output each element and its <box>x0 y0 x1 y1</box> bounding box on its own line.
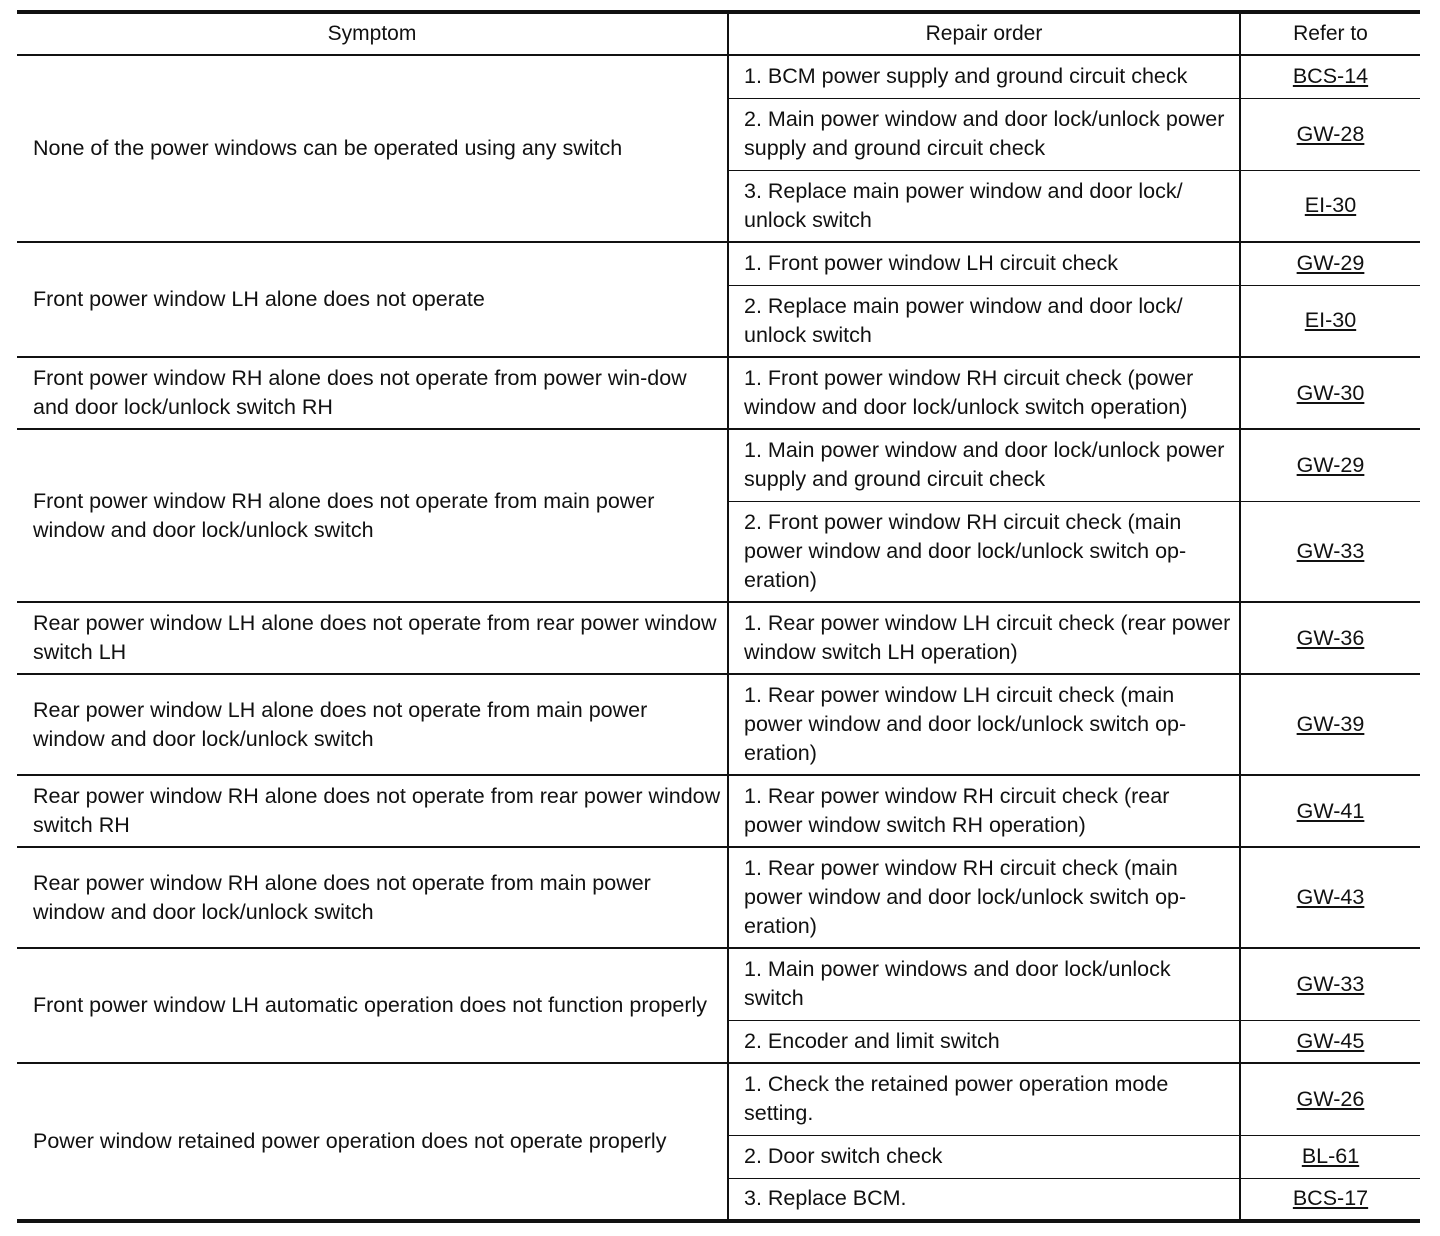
repair-order-cell: 1. Front power window RH circuit check (power window and door lock/unlock switch operation) <box>728 357 1240 429</box>
refer-to-cell <box>1240 429 1420 501</box>
repair-order-cell: 3. Replace BCM. <box>728 1178 1240 1221</box>
table-row <box>17 602 1420 674</box>
refer-to-link[interactable]: GW-26 <box>1296 1086 1365 1111</box>
symptom-cell: Rear power window LH alone does not operate from main power window and door lock/unlock switch <box>17 674 728 775</box>
refer-to-cell <box>1240 1020 1420 1063</box>
symptom-cell: Rear power window LH alone does not operate from rear power window switch LH <box>17 602 728 674</box>
refer-to-link[interactable]: GW-39 <box>1296 712 1365 736</box>
refer-to-link[interactable]: GW-33 <box>1296 538 1365 563</box>
repair-order-cell: 1. Rear power window LH circuit check (rear power window switch LH operation) <box>728 602 1240 674</box>
refer-to-header: Refer to <box>1240 12 1420 55</box>
refer-to-link[interactable]: GW-33 <box>1296 971 1365 996</box>
table-body <box>17 55 1420 1221</box>
refer-to-link[interactable]: EI-30 <box>1304 193 1357 218</box>
repair-order-cell: 1. BCM power supply and ground circuit check <box>728 55 1240 98</box>
refer-to-cell <box>1240 357 1420 429</box>
symptom-cell: Front power window RH alone does not operate from power win-dow and door lock/unlock switch RH <box>17 357 728 429</box>
refer-to-link[interactable]: GW-36 <box>1296 625 1365 650</box>
repair-order-cell: 1. Main power windows and door lock/unlock switch <box>728 948 1240 1020</box>
repair-order-header: Repair order <box>728 12 1240 55</box>
header-row <box>17 12 1420 55</box>
table-row <box>17 429 1420 501</box>
repair-order-cell: 1. Front power window LH circuit check <box>728 242 1240 285</box>
symptom-cell: Front power window LH automatic operation does not function properly <box>17 948 728 1063</box>
repair-order-cell: 2. Encoder and limit switch <box>728 1020 1240 1063</box>
refer-to-cell <box>1240 775 1420 847</box>
table-row <box>17 357 1420 429</box>
symptom-header: Symptom <box>17 12 728 55</box>
refer-to-link[interactable]: GW-45 <box>1296 1028 1365 1053</box>
refer-to-cell <box>1240 98 1420 170</box>
table-row <box>17 948 1420 1020</box>
table-row <box>17 847 1420 948</box>
repair-order-cell: 1. Main power window and door lock/unlock power supply and ground circuit check <box>728 429 1240 501</box>
repair-order-cell: 1. Rear power window LH circuit check (main power window and door lock/unlock switch op-eration) <box>728 674 1240 775</box>
refer-to-link[interactable]: GW-41 <box>1296 798 1365 823</box>
refer-to-link[interactable]: GW-30 <box>1296 380 1365 405</box>
refer-to-link[interactable]: GW-29 <box>1296 251 1365 276</box>
repair-order-cell: 3. Replace main power window and door lock/ unlock switch <box>728 170 1240 242</box>
refer-to-cell <box>1240 285 1420 357</box>
refer-to-link[interactable]: EI-30 <box>1304 308 1357 333</box>
symptom-cell: Power window retained power operation does not operate properly <box>17 1063 728 1221</box>
repair-order-cell: 2. Front power window RH circuit check (main power window and door lock/unlock switch op-eration) <box>728 501 1240 602</box>
refer-to-cell <box>1240 170 1420 242</box>
refer-to-link[interactable]: BCS-14 <box>1292 64 1369 89</box>
refer-to-cell <box>1240 674 1420 775</box>
table-row <box>17 1063 1420 1135</box>
refer-to-cell <box>1240 55 1420 98</box>
refer-to-cell <box>1240 1178 1420 1221</box>
symptom-cell: Front power window LH alone does not operate <box>17 242 728 357</box>
refer-to-link[interactable]: BL-61 <box>1301 1144 1360 1168</box>
repair-order-cell: 1. Rear power window RH circuit check (rear power window switch RH operation) <box>728 775 1240 847</box>
refer-to-cell <box>1240 501 1420 602</box>
repair-order-cell: 2. Door switch check <box>728 1135 1240 1178</box>
repair-order-cell: 1. Check the retained power operation mode setting. <box>728 1063 1240 1135</box>
trouble-diagnosis-table-container <box>17 10 1420 1223</box>
repair-order-cell: 2. Replace main power window and door lock/ unlock switch <box>728 285 1240 357</box>
refer-to-link[interactable]: BCS-17 <box>1292 1186 1369 1211</box>
repair-order-cell: 1. Rear power window RH circuit check (main power window and door lock/unlock switch op-eration) <box>728 847 1240 948</box>
table-row <box>17 775 1420 847</box>
refer-to-cell <box>1240 1135 1420 1178</box>
refer-to-link[interactable]: GW-28 <box>1296 121 1365 146</box>
refer-to-cell <box>1240 948 1420 1020</box>
refer-to-cell <box>1240 847 1420 948</box>
refer-to-cell <box>1240 242 1420 285</box>
table-row <box>17 55 1420 98</box>
symptom-cell: None of the power windows can be operated using any switch <box>17 55 728 242</box>
refer-to-cell <box>1240 1063 1420 1135</box>
symptom-cell: Front power window RH alone does not operate from main power window and door lock/unlock switch <box>17 429 728 602</box>
symptom-cell: Rear power window RH alone does not operate from main power window and door lock/unlock switch <box>17 847 728 948</box>
repair-order-cell: 2. Main power window and door lock/unlock power supply and ground circuit check <box>728 98 1240 170</box>
refer-to-cell <box>1240 602 1420 674</box>
table-row <box>17 674 1420 775</box>
refer-to-link[interactable]: GW-29 <box>1296 452 1365 477</box>
table-row <box>17 242 1420 285</box>
symptom-table <box>17 10 1420 1223</box>
refer-to-link[interactable]: GW-43 <box>1296 885 1365 909</box>
symptom-cell: Rear power window RH alone does not operate from rear power window switch RH <box>17 775 728 847</box>
